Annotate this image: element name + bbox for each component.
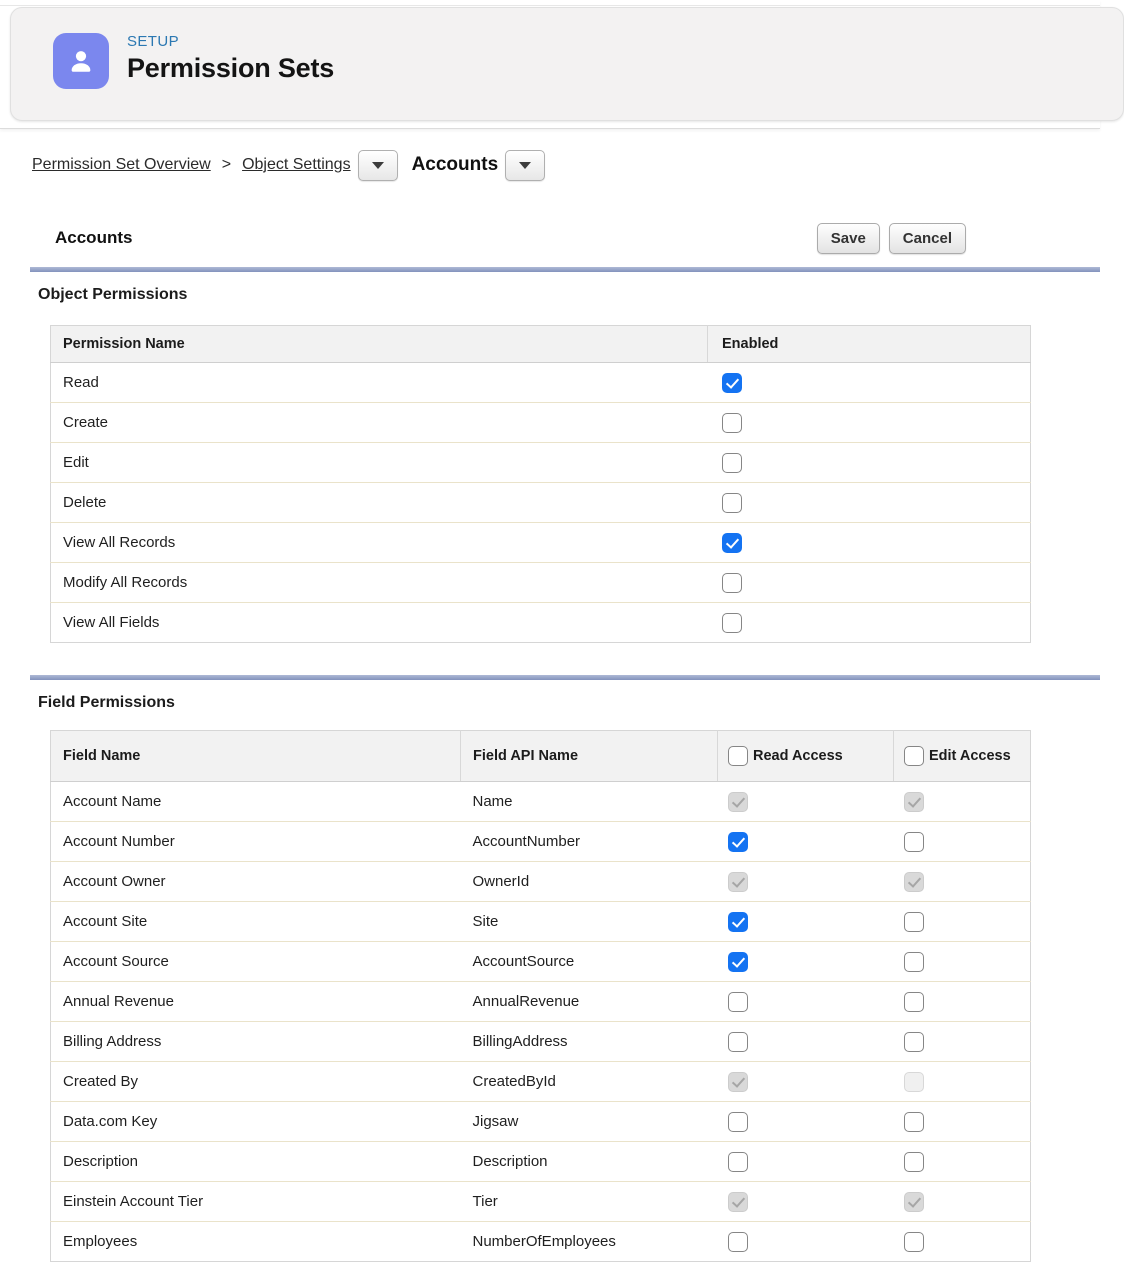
chevron-down-icon (519, 162, 531, 169)
permission-name-cell: Edit (51, 443, 708, 483)
field-permission-row (51, 862, 1031, 902)
edit-access-checkbox[interactable] (904, 1152, 924, 1172)
edit-access-checkbox (904, 1192, 924, 1212)
field-permission-row (51, 1062, 1031, 1102)
field-api-name-cell: NumberOfEmployees (472, 1233, 616, 1250)
field-permission-row (51, 1182, 1031, 1222)
read-access-checkbox[interactable] (728, 1032, 748, 1052)
read-access-checkbox[interactable] (728, 992, 748, 1012)
edit-access-checkbox[interactable] (904, 832, 924, 852)
field-name-cell: Billing Address (51, 1022, 461, 1062)
field-api-name-cell: BillingAddress (461, 1022, 718, 1062)
setup-page-title: Permission Sets (127, 53, 335, 83)
field-permission-row (51, 1142, 1031, 1182)
field-permission-row (51, 1102, 1031, 1142)
read-access-cell (718, 1102, 894, 1142)
permission-name-cell: Delete (51, 483, 708, 523)
object-permission-row (51, 443, 1031, 483)
title-row (0, 223, 1100, 257)
read-access-checkbox[interactable] (728, 912, 748, 932)
read-access-checkbox[interactable] (728, 1152, 748, 1172)
field-name-cell: Account Number (51, 822, 461, 862)
enabled-column-header: Enabled (708, 326, 1031, 363)
read-access-checkbox[interactable] (728, 1112, 748, 1132)
read-access-cell (718, 1062, 894, 1102)
edit-access-checkbox[interactable] (904, 912, 924, 932)
edit-access-cell (894, 1102, 1031, 1142)
edit-access-checkbox[interactable] (904, 1232, 924, 1252)
edit-access-column-header (894, 731, 1031, 782)
field-api-name-cell: Name (461, 782, 718, 822)
edit-access-checkbox (904, 792, 924, 812)
field-name-cell: Account Owner (51, 862, 461, 902)
section-divider (30, 675, 1100, 680)
field-api-name-cell: AnnualRevenue (461, 982, 718, 1022)
enabled-checkbox[interactable] (722, 453, 742, 473)
object-permission-row (51, 363, 1031, 403)
field-api-name-cell: CreatedById (461, 1062, 718, 1102)
field-name-cell: Data.com Key (51, 1102, 461, 1142)
accounts-dropdown-button[interactable] (505, 150, 545, 181)
edit-access-checkbox[interactable] (904, 1112, 924, 1132)
page-title: Accounts (55, 228, 133, 247)
object-permissions-header-row (51, 326, 1031, 363)
enabled-checkbox[interactable] (722, 413, 742, 433)
field-api-name-cell: AccountSource (461, 942, 718, 982)
save-button[interactable]: Save (817, 223, 880, 254)
edit-access-cell (894, 782, 1031, 822)
field-permissions-body (51, 782, 1031, 1262)
edit-access-cell (894, 1062, 1031, 1102)
edit-access-cell (894, 902, 1031, 942)
read-access-cell (718, 1022, 894, 1062)
object-permission-row (51, 603, 1031, 643)
object-permission-row (51, 483, 1031, 523)
enabled-checkbox[interactable] (722, 373, 742, 393)
permission-sets-user-icon (53, 33, 109, 89)
field-permissions-header-row (51, 731, 1031, 782)
enabled-cell (708, 603, 1031, 643)
breadcrumb-entity-accounts: Accounts (411, 154, 499, 175)
object-permissions-table (50, 325, 1031, 643)
field-name-cell: Account Site (51, 902, 461, 942)
enabled-checkbox[interactable] (722, 573, 742, 593)
enabled-cell (708, 563, 1031, 603)
edit-access-select-all-checkbox[interactable] (904, 746, 924, 766)
read-access-cell (718, 782, 894, 822)
setup-header-text (127, 33, 334, 84)
field-permissions-section-title: Field Permissions (38, 694, 175, 711)
object-permission-row (51, 563, 1031, 603)
permission-name-cell: View All Fields (63, 614, 160, 631)
enabled-cell (708, 483, 1031, 523)
object-permission-row (51, 523, 1031, 563)
section-divider (30, 267, 1100, 272)
field-permission-row (51, 822, 1031, 862)
field-name-cell: Annual Revenue (51, 982, 461, 1022)
field-name-cell: Account Source (51, 942, 461, 982)
read-access-checkbox[interactable] (728, 952, 748, 972)
read-access-checkbox (728, 792, 748, 812)
permission-name-cell: View All Records (51, 523, 708, 563)
field-permission-row (51, 982, 1031, 1022)
edit-access-cell (894, 862, 1031, 902)
field-name-cell: Account Name (51, 782, 461, 822)
permission-name-cell: Create (51, 403, 708, 443)
chevron-down-icon (372, 162, 384, 169)
field-name-cell: Description (51, 1142, 461, 1182)
read-access-checkbox[interactable] (728, 1232, 748, 1252)
object-permissions-body (51, 363, 1031, 643)
field-api-name-cell: Site (461, 902, 718, 942)
permission-name-cell: Read (51, 363, 708, 403)
read-access-checkbox (728, 1192, 748, 1212)
object-permissions-section-title: Object Permissions (38, 286, 188, 303)
edit-access-checkbox[interactable] (904, 1032, 924, 1052)
field-permission-row (51, 782, 1031, 822)
breadcrumb-separator: > (221, 156, 232, 173)
enabled-cell (708, 523, 1031, 563)
field-name-cell: Employees (63, 1233, 138, 1250)
edit-access-checkbox (904, 872, 924, 892)
cancel-button[interactable]: Cancel (889, 223, 966, 254)
field-api-name-cell: Description (461, 1142, 718, 1182)
enabled-cell (708, 363, 1031, 403)
action-buttons (817, 223, 966, 254)
read-access-column-header (718, 731, 894, 782)
breadcrumb-object-settings-link[interactable]: Object Settings (242, 156, 351, 173)
field-api-name-column-header: Field API Name (461, 731, 718, 782)
edit-access-cell (894, 982, 1031, 1022)
setup-header-card (10, 7, 1124, 121)
field-name-cell: Einstein Account Tier (51, 1182, 461, 1222)
field-permission-row (51, 902, 1031, 942)
edit-access-cell (894, 822, 1031, 862)
read-access-cell (718, 1222, 894, 1262)
read-access-checkbox (728, 1072, 748, 1092)
read-access-cell (718, 902, 894, 942)
field-name-cell: Created By (51, 1062, 461, 1102)
read-access-select-all-checkbox[interactable] (728, 746, 748, 766)
enabled-cell (708, 403, 1031, 443)
field-api-name-cell: Jigsaw (461, 1102, 718, 1142)
read-access-cell (718, 822, 894, 862)
field-api-name-cell: OwnerId (461, 862, 718, 902)
read-access-checkbox[interactable] (728, 832, 748, 852)
read-access-checkbox (728, 872, 748, 892)
field-permission-row (51, 1022, 1031, 1062)
enabled-checkbox[interactable] (722, 613, 742, 633)
field-api-name-cell: Tier (461, 1182, 718, 1222)
read-access-cell (718, 1182, 894, 1222)
setup-eyebrow: SETUP (127, 33, 180, 50)
field-permissions-table (50, 730, 1031, 1262)
enabled-checkbox[interactable] (722, 533, 742, 553)
object-permission-row (51, 403, 1031, 443)
read-access-column-label: Read Access (753, 748, 843, 764)
edit-access-cell (894, 1142, 1031, 1182)
read-access-cell (718, 942, 894, 982)
enabled-checkbox[interactable] (722, 493, 742, 513)
object-settings-dropdown-button[interactable] (358, 150, 398, 181)
permission-name-column-header: Permission Name (51, 326, 708, 363)
read-access-cell (718, 982, 894, 1022)
edit-access-checkbox (904, 1072, 924, 1092)
edit-access-cell (894, 1022, 1031, 1062)
edit-access-cell (894, 1182, 1031, 1222)
edit-access-checkbox[interactable] (904, 952, 924, 972)
edit-access-cell (894, 942, 1031, 982)
edit-access-column-label: Edit Access (929, 748, 1011, 764)
field-permission-row (51, 942, 1031, 982)
user-icon (64, 44, 98, 78)
setup-header (0, 0, 1100, 129)
permission-name-cell: Modify All Records (51, 563, 708, 603)
read-access-cell (718, 862, 894, 902)
read-access-cell (718, 1142, 894, 1182)
field-permission-row (51, 1222, 1031, 1262)
breadcrumb-permission-set-overview-link[interactable]: Permission Set Overview (32, 156, 211, 173)
field-api-name-cell: AccountNumber (461, 822, 718, 862)
edit-access-checkbox[interactable] (904, 992, 924, 1012)
breadcrumb (32, 149, 1100, 181)
enabled-cell (708, 443, 1031, 483)
field-name-column-header: Field Name (51, 731, 461, 782)
edit-access-cell (894, 1222, 1031, 1262)
